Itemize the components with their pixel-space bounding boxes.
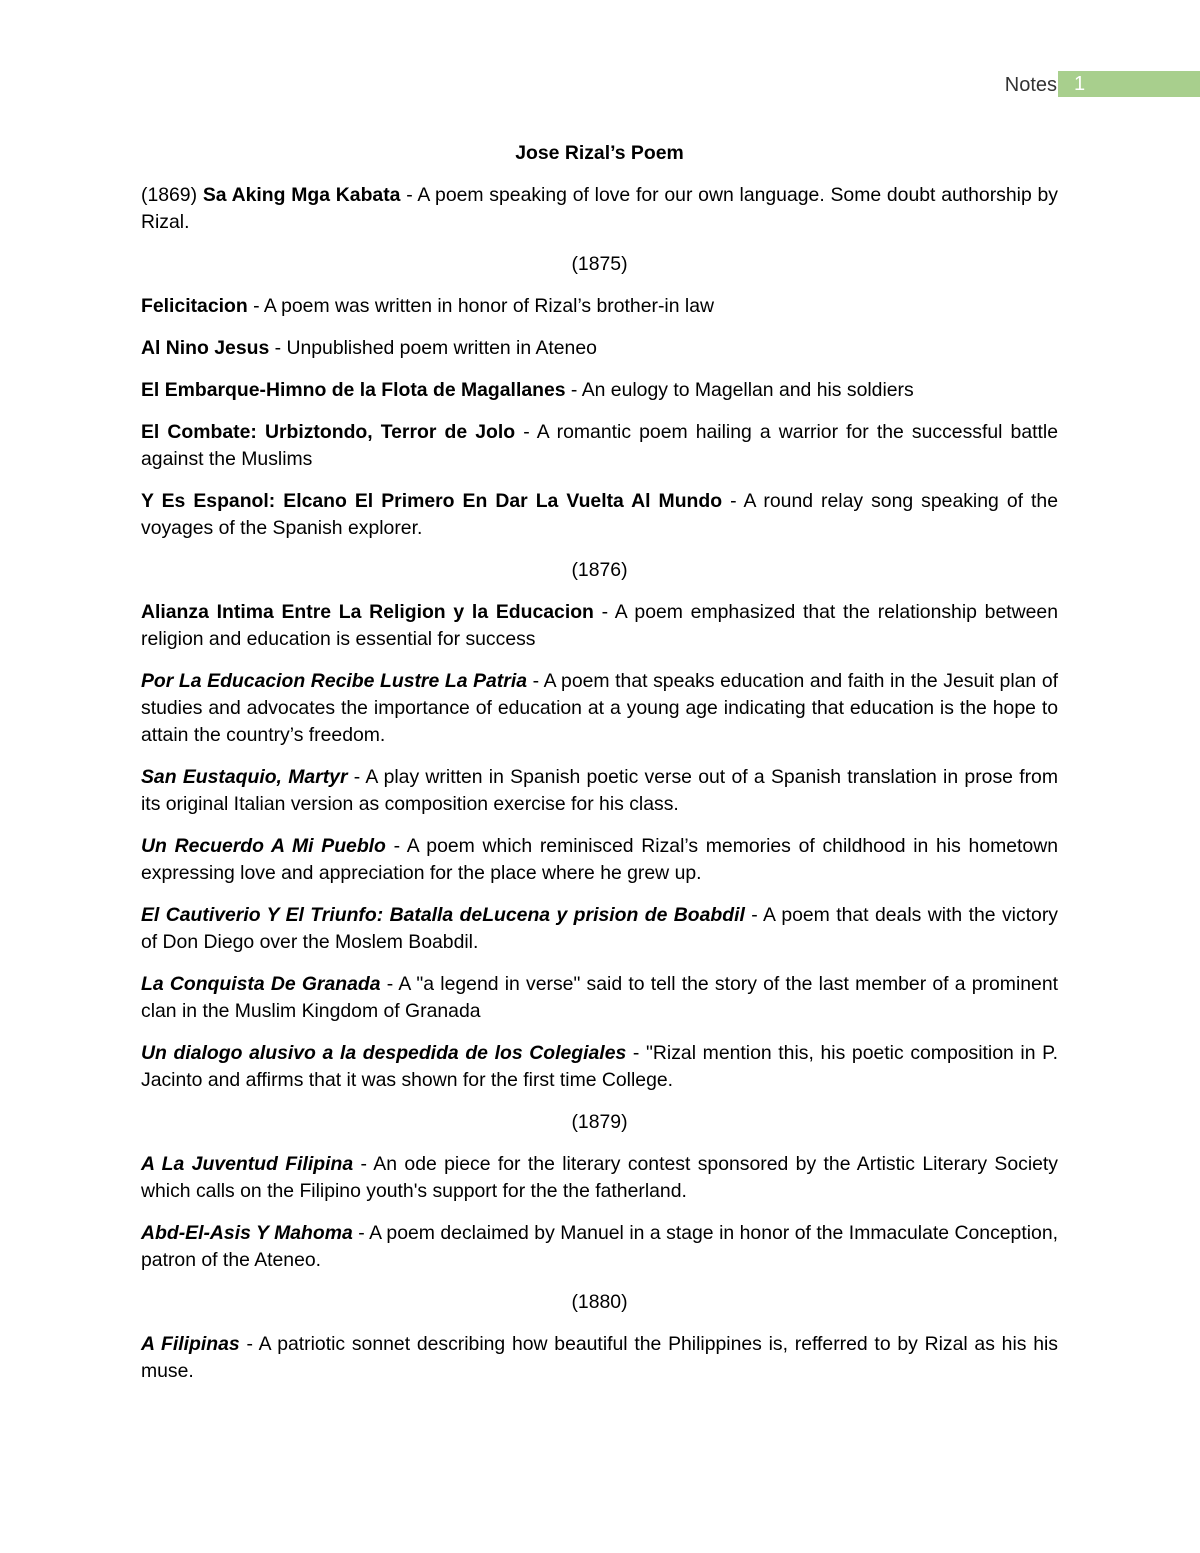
poem-entry xyxy=(141,419,1058,473)
poem-title: La Conquista De Granada xyxy=(141,973,381,995)
poem-description: - A poem that speaks education and faith in the Jesuit plan of studies and advocates the importance of education at a young age indicating that education is the hope to attain the country’s freedom. xyxy=(141,670,1058,746)
poem-entry xyxy=(141,902,1058,956)
poem-title: San Eustaquio, Martyr xyxy=(141,766,348,788)
poem-entry xyxy=(141,971,1058,1025)
year-heading-1879: (1879) xyxy=(571,1111,628,1133)
intro-poem-title: Sa Aking Mga Kabata xyxy=(202,184,401,206)
poem-title: Un Recuerdo A Mi Pueblo xyxy=(141,835,386,857)
page-number: 1 xyxy=(1074,73,1086,95)
poem-description: - "Rizal mention this, his poetic composition in P. Jacinto and affirms that it was shown for the first time College. xyxy=(141,1042,1058,1091)
poem-entry xyxy=(141,668,1058,749)
poem-description: - A romantic poem hailing a warrior for the successful battle against the Muslims xyxy=(141,421,1058,470)
poem-entry xyxy=(141,599,1058,653)
poem-entry xyxy=(141,1220,1058,1274)
poem-entry xyxy=(141,1151,1058,1205)
poem-description: - A "a legend in verse" said to tell the story of the last member of a prominent clan in the Muslim Kingdom of Granada xyxy=(141,973,1058,1022)
poem-entry xyxy=(141,335,1058,362)
poem-description: - An eulogy to Magellan and his soldiers xyxy=(565,379,914,401)
poem-entry xyxy=(141,764,1058,818)
poem-description: - A poem was written in honor of Rizal’s brother-in law xyxy=(247,295,714,317)
poem-title: A La Juventud Filipina xyxy=(141,1153,354,1175)
poem-description: - Unpublished poem written in Ateneo xyxy=(269,337,597,359)
poem-entry xyxy=(141,1040,1058,1094)
document-title: Jose Rizal’s Poem xyxy=(515,142,684,164)
poem-description: - A patriotic sonnet describing how beautiful the Philippines is, refferred to by Rizal as his his muse. xyxy=(141,1333,1058,1382)
poem-title: A Filipinas xyxy=(141,1333,240,1355)
header-notes-label: Notes xyxy=(1004,74,1057,96)
page-number-tab xyxy=(1058,71,1200,97)
intro-poem-desc: - A poem speaking of love for our own language. Some doubt authorship by Rizal. xyxy=(141,184,1059,233)
poem-title: Por La Educacion Recibe Lustre La Patria xyxy=(141,670,527,692)
poem-title: Abd-El-Asis Y Mahoma xyxy=(141,1222,353,1244)
poem-description: - A poem which reminisced Rizal’s memories of childhood in his hometown expressing love and appreciation for the place where he grew up. xyxy=(141,835,1058,884)
poem-entry xyxy=(141,488,1058,542)
poem-entry xyxy=(141,293,1058,320)
poem-title: Un dialogo alusivo a la despedida de los Colegiales xyxy=(141,1042,627,1064)
intro-entry xyxy=(141,182,1058,236)
poem-title: Felicitacion xyxy=(141,295,248,317)
poem-entry xyxy=(141,833,1058,887)
poem-title: El Combate: Urbiztondo, Terror de Jolo xyxy=(141,421,516,443)
poem-description: - A play written in Spanish poetic verse out of a Spanish translation in prose from its original Italian version as composition exercise for his class. xyxy=(141,766,1058,815)
poem-title: El Cautiverio Y El Triunfo: Batalla deLucena y prision de Boabdil xyxy=(141,904,745,926)
poem-description: - A poem declaimed by Manuel in a stage in honor of the Immaculate Conception, patron of the Ateneo. xyxy=(141,1222,1058,1271)
poem-title: Y Es Espanol: Elcano El Primero En Dar La Vuelta Al Mundo xyxy=(141,490,723,512)
poem-title: Alianza Intima Entre La Religion y la Educacion xyxy=(141,601,594,623)
poem-description: - A poem that deals with the victory of Don Diego over the Moslem Boabdil. xyxy=(141,904,1058,953)
poem-description: - A round relay song speaking of the voyages of the Spanish explorer. xyxy=(141,490,1058,539)
year-heading-1876: (1876) xyxy=(571,559,628,581)
document-body xyxy=(141,140,1058,1400)
poem-description: - An ode piece for the literary contest sponsored by the Artistic Literary Society which calls on the Filipino youth's support for the the fatherland. xyxy=(141,1153,1058,1202)
poem-entry xyxy=(141,1331,1058,1385)
poem-title: Al Nino Jesus xyxy=(141,337,270,359)
year-heading-1875: (1875) xyxy=(571,253,628,275)
poem-description: - A poem emphasized that the relationship between religion and education is essential for success xyxy=(141,601,1058,650)
year-heading-1880: (1880) xyxy=(571,1291,628,1313)
poem-title: El Embarque-Himno de la Flota de Magallanes xyxy=(141,379,566,401)
intro-year: (1869) xyxy=(141,184,198,206)
poem-entry xyxy=(141,377,1058,404)
